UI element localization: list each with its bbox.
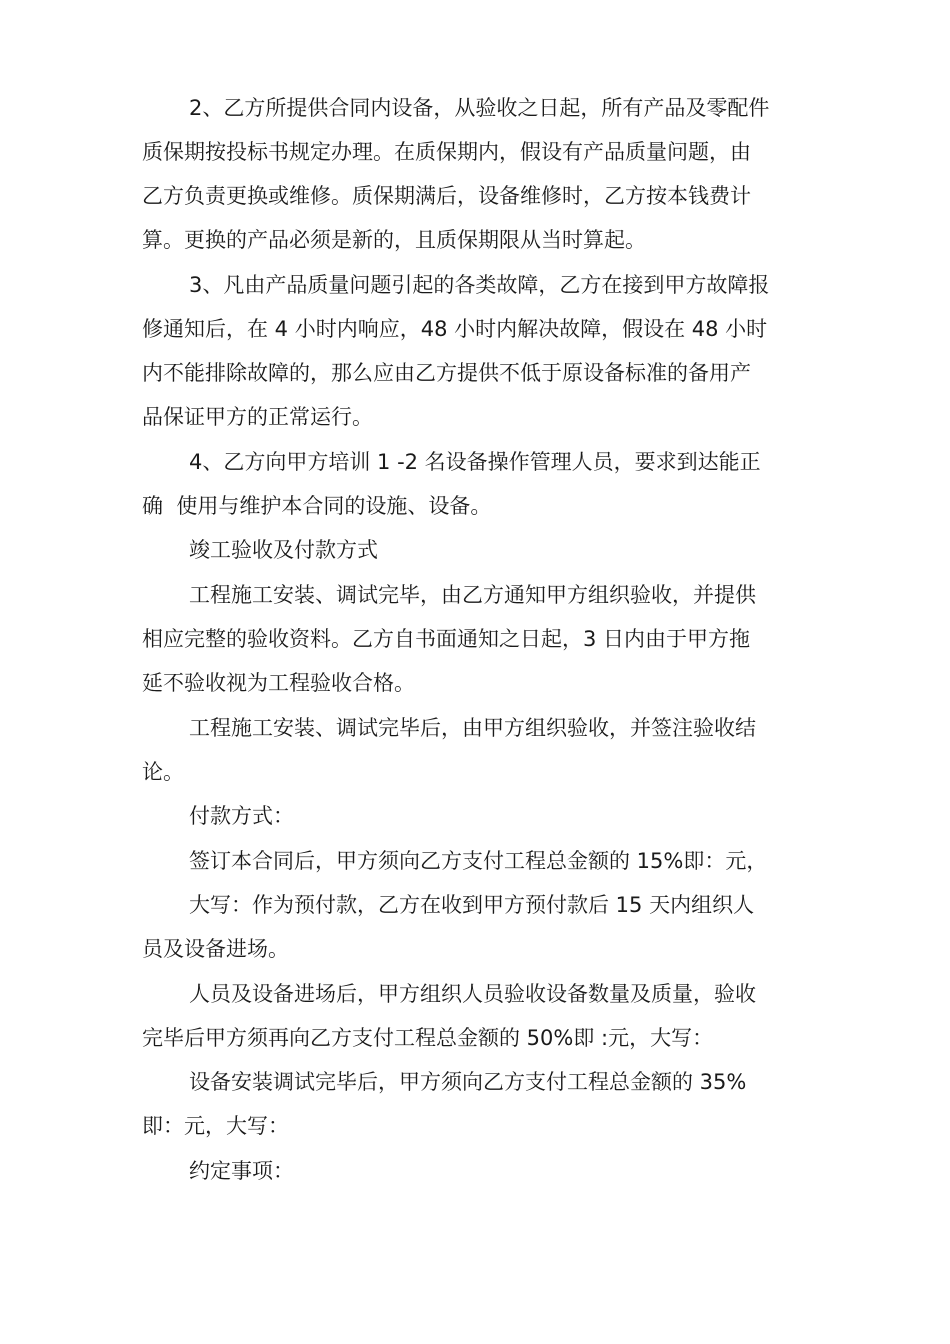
text-line: 员及设备进场。 [142, 937, 289, 961]
text-line: 完毕后甲方须再向乙方支付工程总金额的 50%即 :元，大写： [142, 1026, 714, 1050]
text-line: 大写：作为预付款，乙方在收到甲方预付款后 15 天内组织人 [189, 893, 755, 917]
text-line: 3、凡由产品质量问题引起的各类故障，乙方在接到甲方故障报 [189, 273, 770, 297]
text-line: 内不能排除故障的，那么应由乙方提供不低于原设备标准的备用产 [142, 361, 751, 385]
text-line: 工程施工安装、调试完毕，由乙方通知甲方组织验收，并提供 [189, 583, 756, 607]
section-heading: 竣工验收及付款方式 [189, 538, 378, 562]
text-line: 确 使用与维护本合同的设施、设备。 [142, 494, 492, 518]
text-line: 算。更换的产品必须是新的，且质保期限从当时算起。 [142, 228, 646, 252]
text-line: 相应完整的验收资料。乙方自书面通知之日起，3 日内由于甲方拖 [142, 627, 751, 651]
text-line: 签订本合同后，甲方须向乙方支付工程总金额的 15%即：元， [189, 849, 768, 873]
section-heading: 付款方式： [189, 804, 294, 828]
section-heading: 约定事项： [189, 1159, 294, 1183]
text-line: 人员及设备进场后，甲方组织人员验收设备数量及质量，验收 [189, 982, 756, 1006]
text-line: 2、乙方所提供合同内设备，从验收之日起，所有产品及零配件 [189, 96, 770, 120]
text-line: 论。 [142, 760, 184, 784]
text-line: 品保证甲方的正常运行。 [142, 405, 373, 429]
text-line: 乙方负责更换或维修。质保期满后，设备维修时，乙方按本钱费计 [142, 184, 751, 208]
text-line: 工程施工安装、调试完毕后，由甲方组织验收，并签注验收结 [189, 716, 756, 740]
text-line: 即：元，大写： [142, 1114, 289, 1138]
text-line: 质保期按投标书规定办理。在质保期内，假设有产品质量问题，由 [142, 140, 751, 164]
text-line: 延不验收视为工程验收合格。 [142, 671, 415, 695]
text-line: 设备安装调试完毕后，甲方须向乙方支付工程总金额的 35% [189, 1070, 747, 1094]
text-line: 4、乙方向甲方培训 1 -2 名设备操作管理人员，要求到达能正 [189, 450, 761, 474]
text-line: 修通知后，在 4 小时内响应，48 小时内解决故障，假设在 48 小时 [142, 317, 768, 341]
